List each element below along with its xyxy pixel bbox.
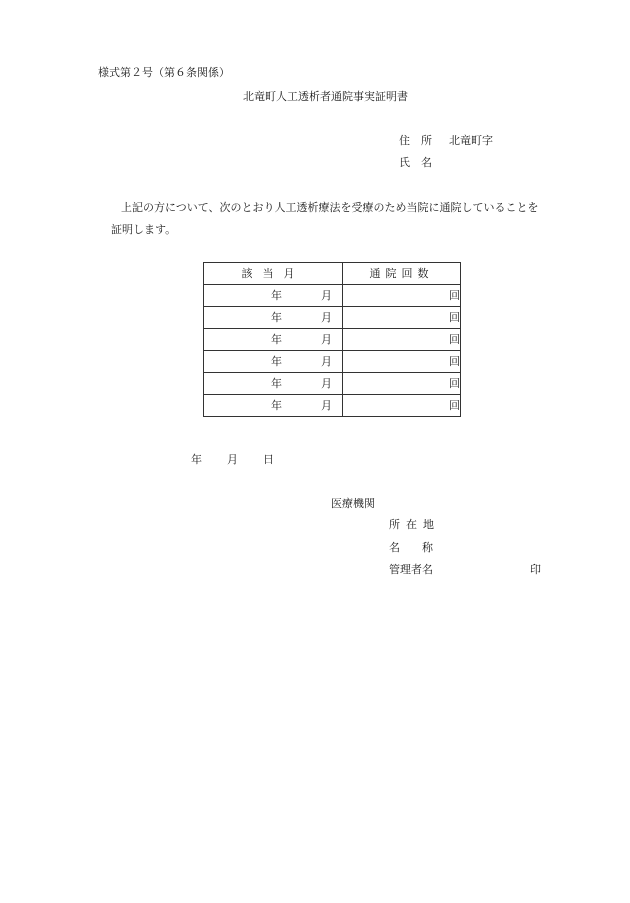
- count-cell: 回: [343, 329, 461, 351]
- month-unit: 月: [321, 376, 332, 390]
- month-unit: 月: [321, 398, 332, 412]
- address-label: 住所: [399, 134, 443, 147]
- table-row: [204, 285, 461, 307]
- certification-text-line2: 証明します。: [111, 223, 177, 236]
- name-label: 氏名: [399, 156, 443, 169]
- table-row: [204, 307, 461, 329]
- header-visit-count: 通院回数: [343, 263, 461, 285]
- count-cell: 回: [343, 307, 461, 329]
- year-unit: 年: [271, 354, 282, 368]
- year-unit: 年: [271, 288, 282, 302]
- year-unit: 年: [271, 310, 282, 324]
- month-unit: 月: [321, 354, 332, 368]
- certification-text-line1: 上記の方について、次のとおり人工透析療法を受療のため当院に通院していることを: [121, 201, 539, 214]
- institution-manager-label: 管理者名: [389, 563, 433, 576]
- institution-name-label: 名称: [389, 541, 455, 554]
- certification-date: [191, 453, 274, 467]
- address-value: 北竜町字: [449, 134, 493, 147]
- institution-header: 医療機関: [331, 497, 375, 510]
- count-cell: 回: [343, 285, 461, 307]
- month-cell: [204, 307, 343, 329]
- month-cell: [204, 329, 343, 351]
- month-unit: 月: [321, 332, 332, 346]
- month-cell: [204, 395, 343, 417]
- header-month: 該当月: [204, 263, 343, 285]
- month-unit: 月: [321, 310, 332, 324]
- year-unit: 年: [271, 376, 282, 390]
- seal-mark: 印: [530, 563, 541, 576]
- date-month-unit: 月: [227, 453, 238, 466]
- table-row: [204, 373, 461, 395]
- count-cell: 回: [343, 395, 461, 417]
- date-year-unit: 年: [191, 453, 202, 466]
- month-cell: [204, 373, 343, 395]
- visit-table: [203, 262, 461, 417]
- date-day-unit: 日: [263, 453, 274, 466]
- table-row: [204, 351, 461, 373]
- institution-location-label: 所在地: [389, 518, 440, 531]
- month-cell: [204, 351, 343, 373]
- table-row: [204, 395, 461, 417]
- table-header-row: [204, 263, 461, 285]
- count-cell: 回: [343, 351, 461, 373]
- count-cell: 回: [343, 373, 461, 395]
- month-unit: 月: [321, 288, 332, 302]
- document-title: 北竜町人工透析者通院事実証明書: [243, 90, 408, 103]
- table-row: [204, 329, 461, 351]
- form-number: 様式第２号（第６条関係）: [98, 66, 230, 79]
- year-unit: 年: [271, 332, 282, 346]
- month-cell: [204, 285, 343, 307]
- year-unit: 年: [271, 398, 282, 412]
